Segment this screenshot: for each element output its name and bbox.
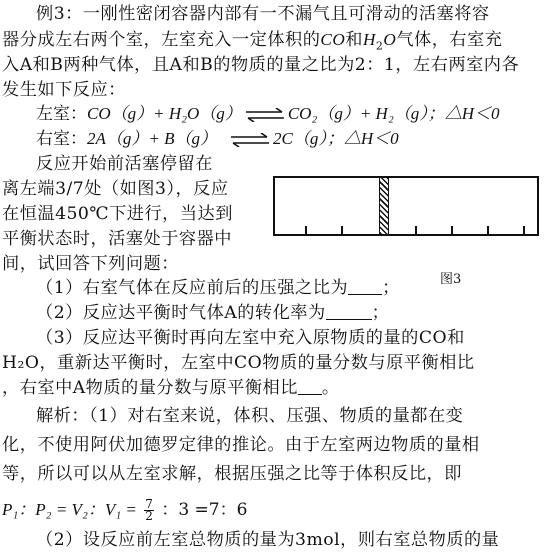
equilibrium-arrow-icon — [231, 133, 269, 147]
problem-intro-line-3: 入A和B两种气体，且A和B的物质的量之比为2：1，左右两室内各 — [2, 55, 520, 75]
setup-line-5: 间，试回答下列问题： — [2, 254, 179, 274]
setup-line-4: 平衡状态时，活塞处于容器中 — [2, 229, 232, 249]
question-3-line-1: （3）反应达平衡时再向左室中充入原物质的量的CO和 — [36, 328, 465, 348]
setup-line-3: 在恒温450℃下进行，当达到 — [2, 204, 233, 224]
scale-tick — [415, 226, 417, 234]
container-figure — [273, 176, 539, 236]
analysis-line-5: （2）设反应前左室总物质的量为3mol，则右室总物质的量 — [36, 530, 500, 550]
question-1 — [36, 276, 400, 300]
question-2 — [36, 301, 389, 325]
equation-products: CO₂（g）+ H₂（g）；△H＜0 — [287, 104, 500, 123]
analysis-line-2: 化，不使用阿伏加德罗定律的推论。由于左室两边物质的量相 — [2, 435, 480, 455]
equation-left-chamber — [36, 102, 500, 126]
answer-blank — [326, 301, 372, 320]
question-end: 。 — [321, 378, 340, 398]
analysis-equation — [2, 498, 247, 522]
equilibrium-arrow-icon — [246, 108, 284, 122]
question-end: ； — [371, 303, 390, 323]
answer-blank — [298, 376, 322, 395]
scale-tick — [341, 226, 343, 234]
equation-products: 2C（g）；△H＜0 — [273, 129, 399, 148]
formula-o: O — [383, 30, 397, 49]
piston — [379, 178, 389, 234]
equation-label: 右室： — [36, 129, 87, 149]
question-text: ，右室中A物质的量分数与原平衡相比 — [2, 378, 298, 398]
subscript: 2 — [375, 39, 384, 53]
problem-intro-line-1: 例3：一刚性密闭容器内部有一不漏气且可滑动的活塞将容 — [36, 4, 490, 24]
analysis-line-1: 解析：（1）对右室来说，体积、压强、物质的量都在变 — [36, 406, 464, 426]
fraction — [144, 499, 154, 522]
scale-tick — [487, 226, 489, 234]
fraction-numerator: 7 — [145, 497, 153, 511]
equation-right-chamber — [36, 127, 399, 151]
ratio-result: ：3 =7：6 — [161, 500, 248, 520]
analysis-line-3: 等，所以可以从左室求解，根据压强之比等于体积反比，即 — [2, 464, 462, 484]
question-3-line-2: H₂O，重新达平衡时，左室中CO物质的量分数与原平衡相比 — [2, 353, 475, 373]
setup-line-1: 反应开始前活塞停留在 — [36, 154, 213, 174]
question-text: （2）反应达平衡时气体A的转化率为 — [36, 303, 326, 323]
question-end: ； — [382, 278, 400, 298]
figure-caption: 图3 — [440, 272, 462, 287]
answer-blank — [348, 276, 382, 295]
text-span: 气体，右室充 — [396, 30, 503, 50]
text-span: 器分成左右两个室，左室充入一定体积的 — [2, 30, 321, 50]
formula-co: CO — [320, 30, 346, 49]
equation-reactants: 2A（g）+ B（g） — [87, 129, 217, 148]
text-span: 和 — [345, 30, 363, 50]
scale-tick — [451, 226, 453, 234]
question-3-line-3 — [2, 376, 340, 400]
scale-tick — [305, 226, 307, 234]
equation-label: 左室： — [36, 104, 87, 124]
formula-h: H — [362, 30, 376, 49]
fraction-denominator: 2 — [145, 509, 153, 523]
pressure-volume-relation: P₁：P₂ = V₂：V₁ = — [2, 500, 137, 519]
equation-reactants: CO（g）+ H₂O（g） — [87, 104, 242, 123]
problem-intro-line-4: 发生如下反应： — [2, 80, 126, 100]
scale-tick — [523, 226, 525, 234]
setup-line-2: 离左端3/7处（如图3），反应 — [2, 179, 229, 199]
question-text: （1）右室气体在反应前后的压强之比为 — [36, 278, 349, 298]
